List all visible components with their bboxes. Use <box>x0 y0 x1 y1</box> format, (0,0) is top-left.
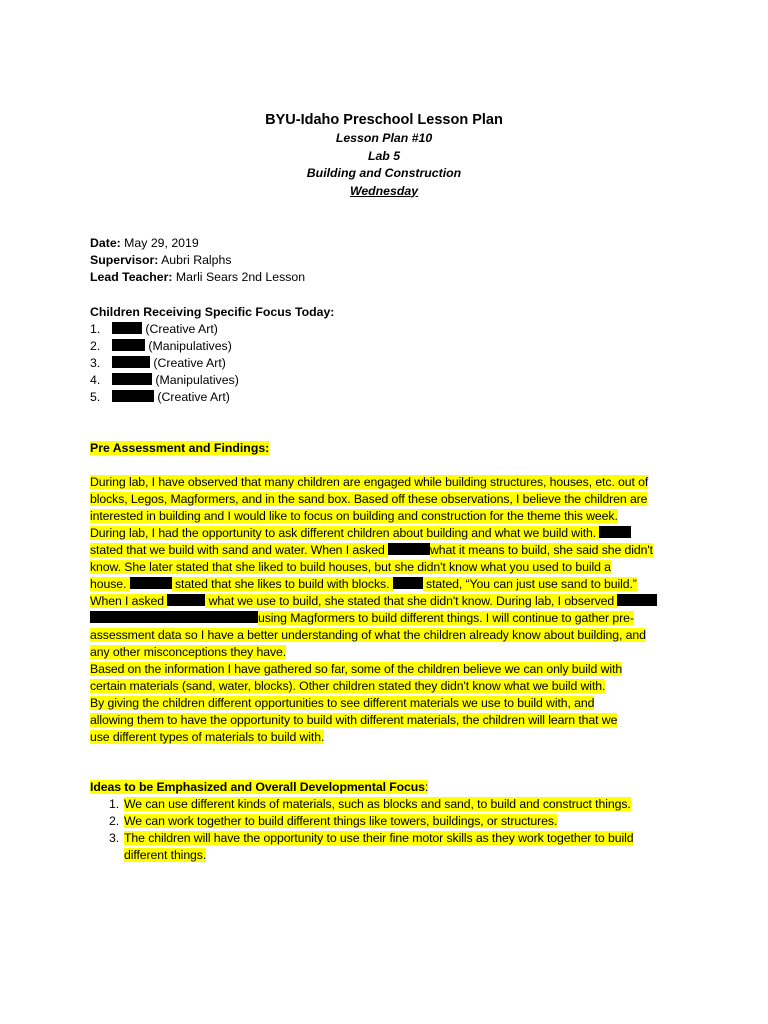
focus-heading: Children Receiving Specific Focus Today: <box>90 305 335 319</box>
lesson-header <box>0 110 768 200</box>
redacted-name <box>388 543 430 555</box>
pre-assessment-heading: Pre Assessment and Findings: <box>90 441 270 455</box>
ideas-heading: Ideas to be Emphasized and Overall Developmental Focus <box>90 780 425 794</box>
lesson-plan-number: Lesson Plan #10 <box>335 131 433 145</box>
pre-assessment-heading-row <box>90 440 690 457</box>
redacted-name <box>617 594 657 606</box>
date-value: May 29, 2019 <box>120 236 199 250</box>
redacted-name <box>167 594 205 606</box>
redacted-name <box>90 611 258 623</box>
redacted-name <box>599 526 631 538</box>
focus-item: 3. (Creative Art) <box>90 356 226 370</box>
lesson-info <box>90 235 690 286</box>
ideas-section: Ideas to be Emphasized and Overall Developmental Focus: 1. We can use different kinds of materials, such as blocks and sand, to build and construct things. 2. We can work together to build different things like towers, buildings, or structures. 3. The children will have the opportunity to use their fine motor skills as they work together to build different things. <box>90 779 690 864</box>
focus-children-section <box>90 304 690 406</box>
focus-item: 5. (Creative Art) <box>90 390 230 404</box>
redacted-name <box>112 339 145 351</box>
lesson-day: Wednesday <box>349 183 419 198</box>
ideas-item: 2. We can work together to build different things like towers, buildings, or structures. <box>109 814 558 828</box>
supervisor-row: Supervisor: Aubri Ralphs <box>90 253 232 267</box>
lab-number: Lab 5 <box>367 148 401 163</box>
redacted-name <box>112 373 152 385</box>
ideas-item: 1. We can use different kinds of materials, such as blocks and sand, to build and construct things. <box>109 797 631 811</box>
document-title: BYU-Idaho Preschool Lesson Plan <box>265 112 503 128</box>
redacted-name <box>112 322 142 334</box>
redacted-name <box>130 577 172 589</box>
lead-teacher-row: Lead Teacher: Marli Sears 2nd Lesson <box>90 270 306 284</box>
supervisor-value: Aubri Ralphs <box>158 253 232 267</box>
date-row: Date: May 29, 2019 <box>90 236 199 250</box>
redacted-name <box>393 577 423 589</box>
focus-item: 4. (Manipulatives) <box>90 373 239 387</box>
redacted-name <box>112 390 154 402</box>
pre-assessment-body: During lab, I have observed that many children are engaged while building structures, houses, etc. out of blocks, Legos, Magformers, and in the sand box. Based off these observations, I believe the children are interested in building and I would like to focus on building and construction for the theme this week. During lab, I had the opportunity to ask different children about building and what we build with. stated that we build with sand and water. When I asked what it means to build, she said she didn't know. She later stated that she liked to build houses, but she didn't know what you used to build a house. stated that she likes to build with blocks. stated, “You can just use sand to build.” When I asked what we use to build, she stated that she didn't know. During lab, I observed using Magformers to build different things. I will continue to gather pre- assessment data so I have a better understanding of what the children already know about building, and any other misconceptions they have. Based on the information I have gathered so far, some of the children believe we can only build with certain materials (sand, water, blocks). Other children stated they didn't know what we build with. By giving the children different opportunities to see different materials we use to build with, and allowing them to have the opportunity to build with different materials, the children will learn that we use different types of materials to build with. <box>90 474 690 746</box>
ideas-item-continuation: different things. <box>124 848 207 862</box>
focus-item: 2. (Manipulatives) <box>90 339 232 353</box>
ideas-item: 3. The children will have the opportunity to use their fine motor skills as they work together to build <box>109 831 634 845</box>
lesson-theme: Building and Construction <box>306 166 462 180</box>
focus-item: 1. (Creative Art) <box>90 322 218 336</box>
redacted-name <box>112 356 150 368</box>
lead-teacher-value: Marli Sears 2nd Lesson <box>172 270 306 284</box>
